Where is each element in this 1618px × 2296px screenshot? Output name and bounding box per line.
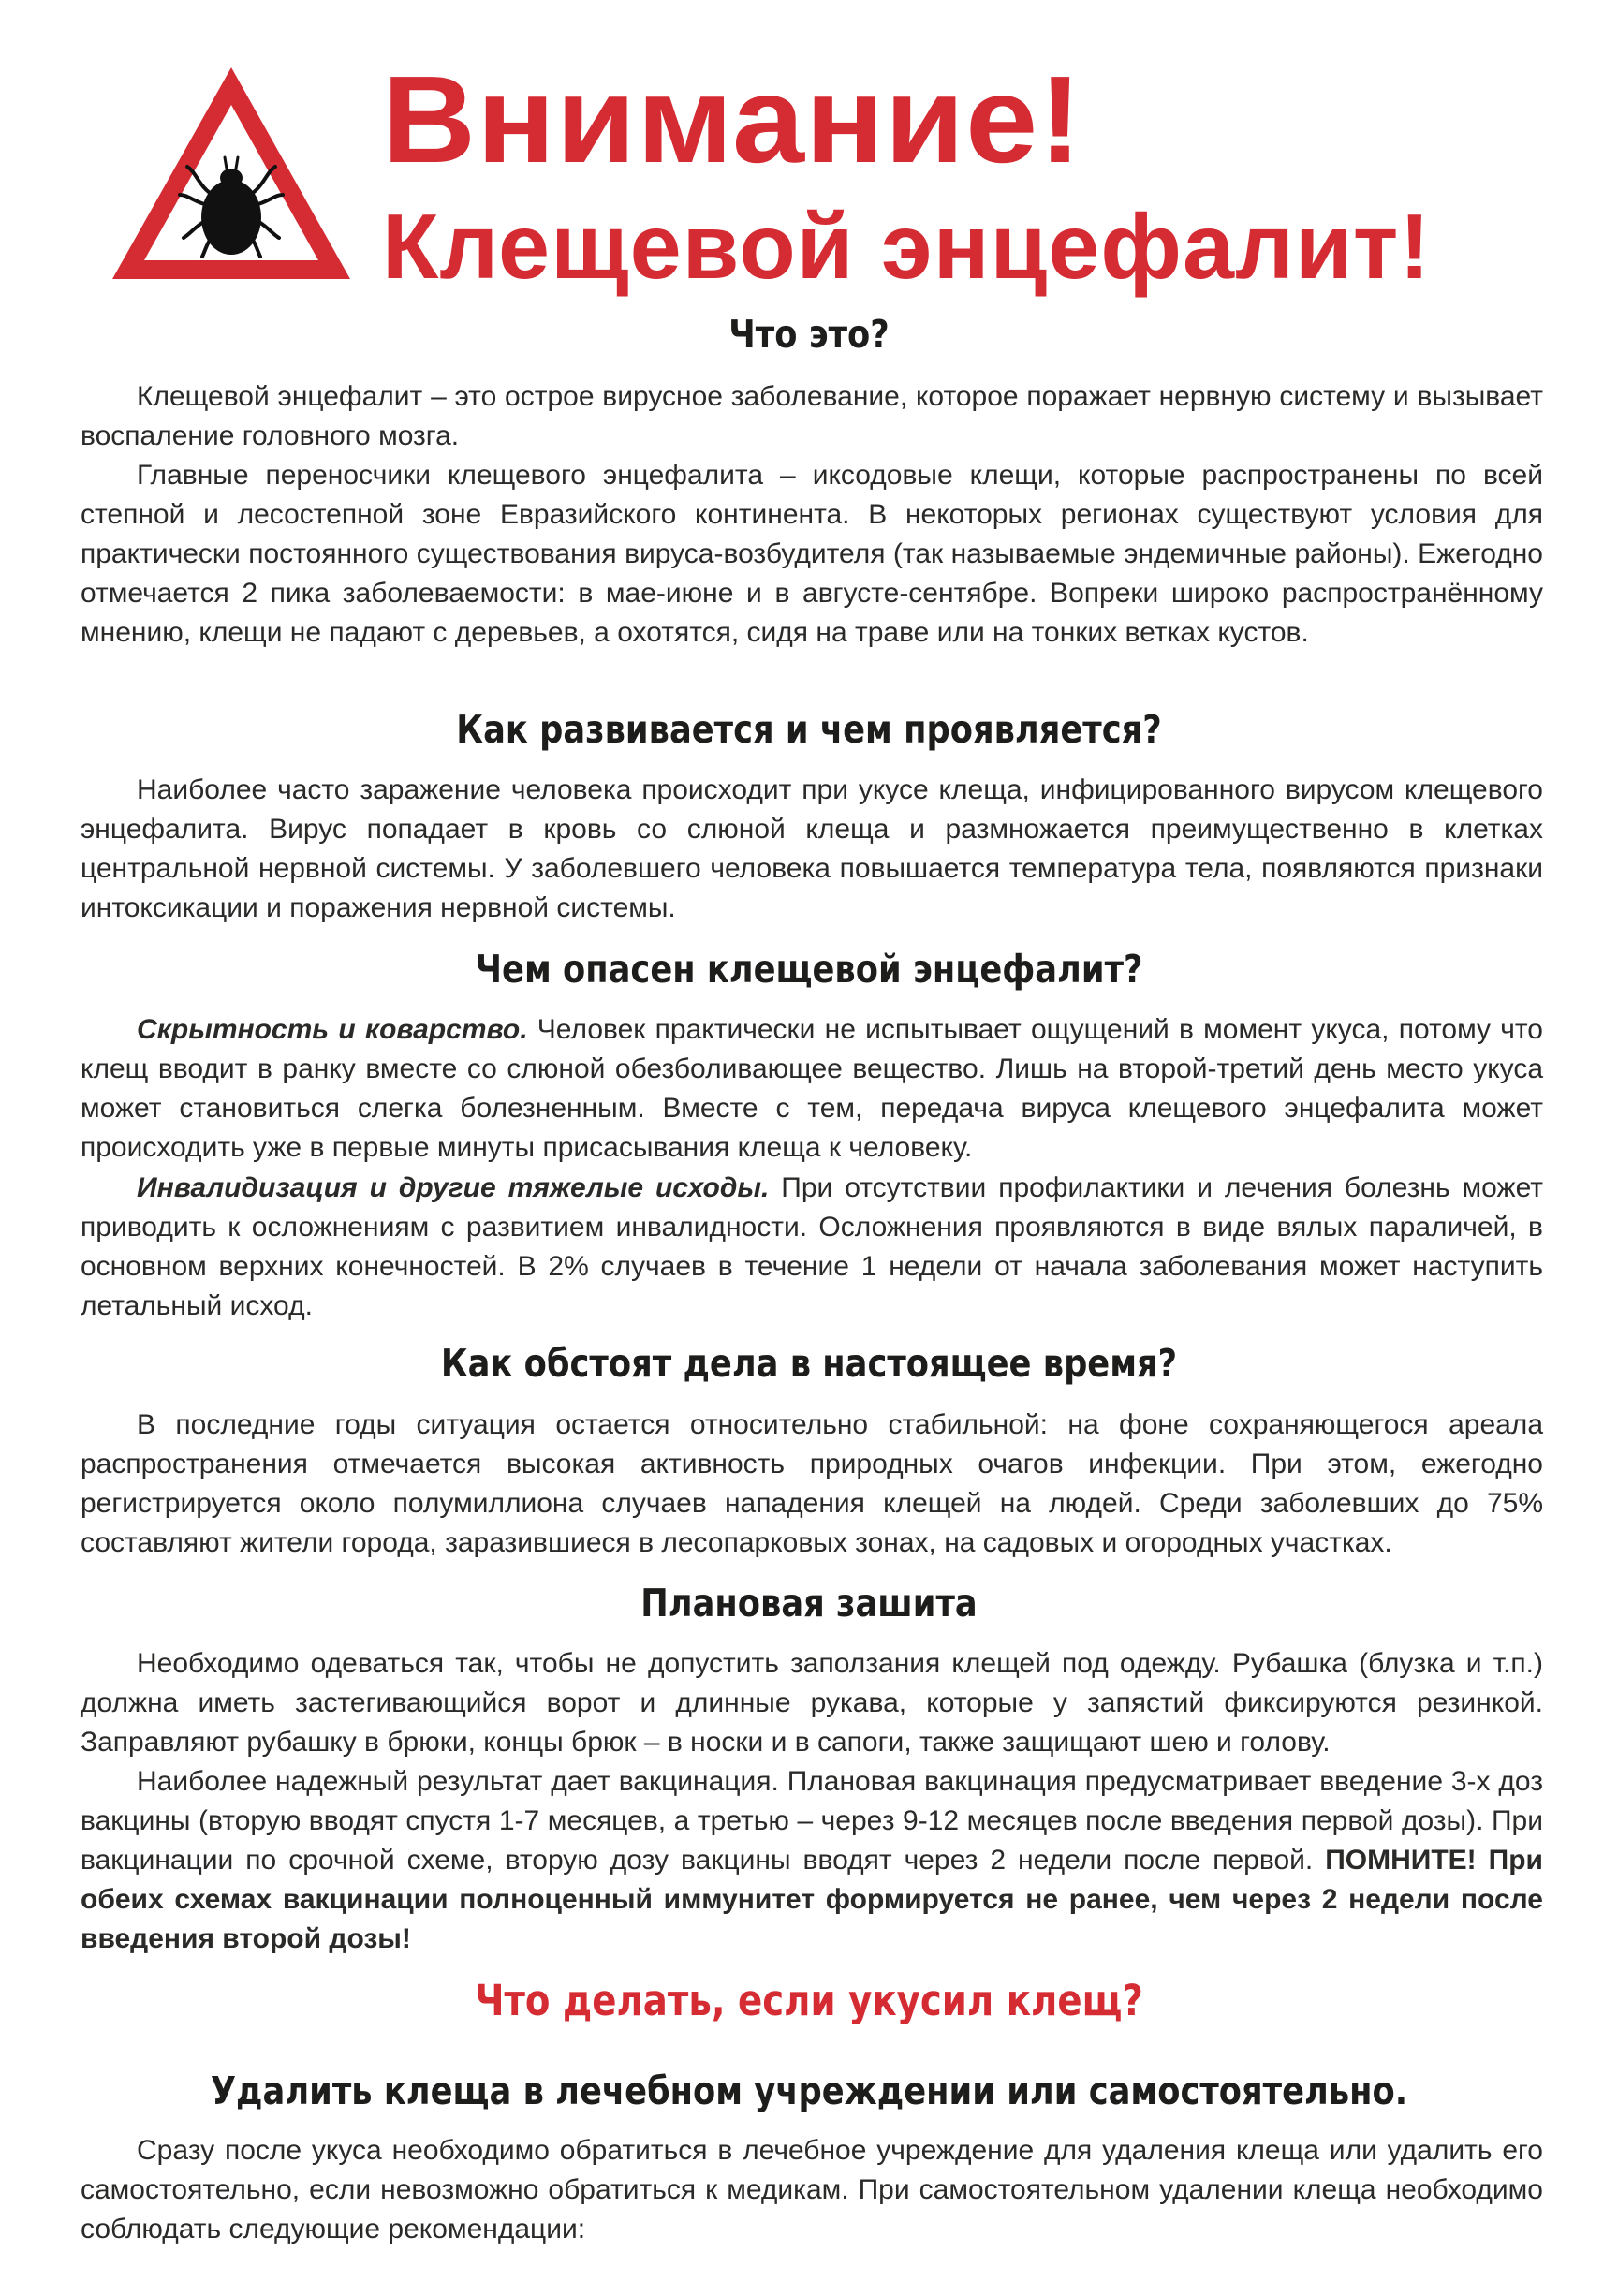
heading-current-situation: Как обстоят дела в настоящее время? <box>440 1341 1178 1386</box>
text-stealth: Человек практически не испытывает ощущений в момент укуса, потому что клещ вводит в ранку вместе со слюной обезболивающее вещество. Лишь на второй-третий день место укуса может становиться слегка болезненным. Вместе с тем, передача вируса клещевого энцефалита может происходить уже в первые минуты присасывания клеща к человеку. <box>81 1014 1543 1163</box>
heading-remove-tick: Удалить клеща в лечебном учреждении или самостоятельно. <box>210 2068 1408 2113</box>
text-remember: ПОМНИТЕ! При обеих схемах вакцинации полноценный иммунитет формируется не ранее, чем через 2 недели после введения второй дозы! <box>81 1845 1543 1954</box>
title-tick-encephalitis: Клещевой энцефалит! <box>382 195 1432 298</box>
paragraph-disability <box>81 1169 1543 1326</box>
lead-stealth: Скрытность и коварство. <box>137 1014 528 1045</box>
heading-planned-protection: Плановая зашита <box>640 1581 978 1626</box>
heading-how-it-develops: Как развивается и чем проявляется? <box>456 707 1162 752</box>
paragraph-statistics: В последние годы ситуация остается относительно стабильной: на фоне сохраняющегося ареала распространения отмечается высокая активность природных очагов инфекции. При этом, ежегодно регистрируется около полумиллиона случаев нападения клещей на людей. Среди заболевших до 75% составляют жители города, заразившиеся в лесопарковых зонах, на садовых и огородных участках. <box>81 1409 1543 1558</box>
paragraph-stealth <box>81 1010 1543 1168</box>
heading-if-bitten: Что делать, если укусил клещ? <box>475 1976 1143 2025</box>
paragraph-carriers: Главные переносчики клещевого энцефалита – иксодовые клещи, которые распространены по всей степной и лесостепной зоне Евразийского континента. В некоторых регионах существуют условия для практически постоянного существования вируса-возбудителя (так называемые эндемичные районы). Ежегодно отмечается 2 пика заболеваемости: в мае-июне и в августе-сентябре. Вопреки широко распространённому мнению, клещи не падают с деревьев, а охотятся, сидя на траве или на тонких ветках кустов. <box>81 460 1543 648</box>
paragraph-infection: Наиболее часто заражение человека происходит при укусе клеща, инфицированного вирусом клещевого энцефалита. Вирус попадает в кровь со слюной клеща и размножается преимущественно в клетках центральной нервной системы. У заболевшего человека повышается температура тела, появляются признаки интоксикации и поражения нервной системы. <box>81 774 1543 923</box>
tick-warning-triangle-icon <box>105 58 358 288</box>
text-disability: При отсутствии профилактики и лечения болезнь может приводить к осложнениям с развитием инвалидности. Осложнения проявляются в виде вялых параличей, в основном верхних конечностей. В 2% случаев в течение 1 недели от начала заболевания может наступить летальный исход. <box>81 1172 1543 1321</box>
title-attention: Внимание! <box>382 51 1083 188</box>
paragraph-definition: Клещевой энцефалит – это острое вирусное заболевание, которое поражает нервную систему и вызывает воспаление головного мозга. <box>81 381 1543 451</box>
paragraph-removal: Сразу после укуса необходимо обратиться в лечебное учреждение для удаления клеща или удалить его самостоятельно, если невозможно обратиться к медикам. При самостоятельном удалении клеща необходимо соблюдать следующие рекомендации: <box>81 2135 1543 2244</box>
paragraph-clothing: Необходимо одеваться так, чтобы не допустить заползания клещей под одежду. Рубашка (блузка и т.п.) должна иметь застегивающийся ворот и длинные рукава, которые у запястий фиксируются резинкой. Заправляют рубашку в брюки, концы брюк – в носки и в сапоги, также защищают шею и голову. <box>81 1648 1543 1758</box>
paragraph-vaccination <box>81 1762 1543 1959</box>
heading-why-dangerous: Чем опасен клещевой энцефалит? <box>475 947 1143 992</box>
heading-what-is-it: Что это? <box>728 312 890 357</box>
text-vaccination: Наиболее надежный результат дает вакцинация. Плановая вакцинация предусматривает введение 3-х доз вакцины (вторую вводят спустя 1-7 месяцев, а третью – через 9-12 месяцев после введения первой дозы). При вакцинации по срочной схеме, вторую дозу вакцины вводят через 2 недели после первой. <box>81 1766 1543 1876</box>
lead-disability: Инвалидизация и другие тяжелые исходы. <box>137 1172 770 1203</box>
